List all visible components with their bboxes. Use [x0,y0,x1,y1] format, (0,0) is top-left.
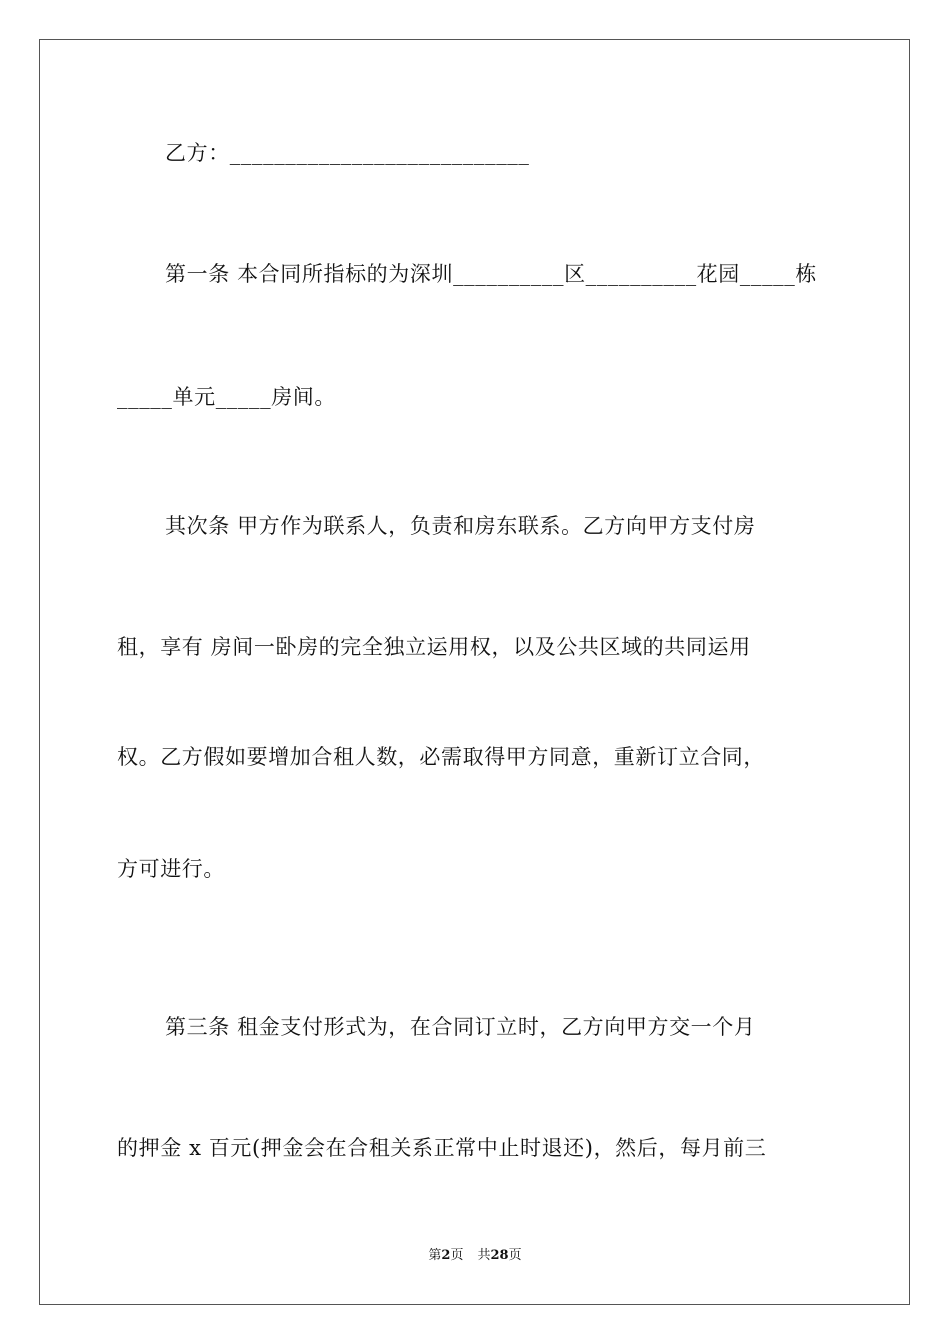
article-3-line-1: 第三条 租金支付形式为，在合同订立时，乙方向甲方交一个月 [165,1015,756,1039]
footer-page-unit: 页 [450,1248,464,1263]
article-2-line-3: 权。乙方假如要增加合租人数，必需取得甲方同意，重新订立合同， [117,745,765,769]
footer-total-pages: 28 [490,1248,509,1263]
article-1-line-1: 第一条 本合同所指标的为深圳__________区__________花园_____栋 [165,262,817,286]
party-b-line: 乙方：___________________________ [165,141,530,165]
article-1-line-2: _____单元_____房间。 [117,385,336,409]
footer-page-number: 2 [441,1248,451,1263]
article-3-line-2: 的押金 x 百元(押金会在合租关系正常中止时退还)，然后，每月前三 [117,1136,767,1160]
footer-total-prefix: 共 [477,1248,491,1263]
footer-total-unit: 页 [508,1248,522,1263]
page-frame [39,39,910,1305]
article-2-line-4: 方可进行。 [117,857,225,881]
article-2-line-2: 租，享有 房间一卧房的完全独立运用权，以及公共区域的共同运用 [117,635,751,659]
footer-prefix: 第 [428,1248,442,1263]
article-2-line-1: 其次条 甲方作为联系人，负责和房东联系。乙方向甲方支付房 [165,514,756,538]
page-footer [0,1247,950,1265]
